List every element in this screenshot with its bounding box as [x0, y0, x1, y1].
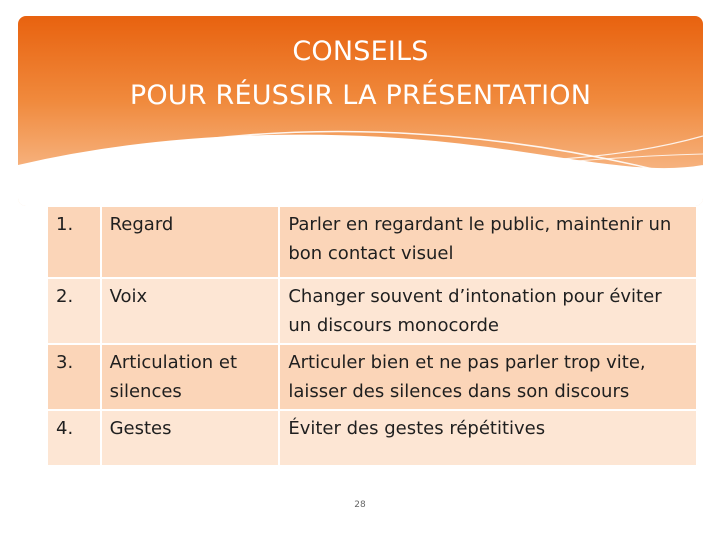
table-row: [48, 207, 696, 279]
tip-topic: Articulation et silences: [102, 345, 281, 411]
tip-number: 2.: [48, 279, 102, 345]
tip-number: 1.: [48, 207, 102, 279]
title-line-1: CONSEILS: [292, 36, 429, 67]
tip-description: Changer souvent d’intonation pour éviter un discours monocorde: [280, 279, 696, 345]
tips-table: [48, 207, 696, 467]
slide-title: [18, 30, 703, 118]
tip-topic: Regard: [102, 207, 281, 279]
table-row: [48, 345, 696, 411]
table-row: [48, 279, 696, 345]
tip-description: Parler en regardant le public, maintenir un bon contact visuel: [280, 207, 696, 279]
tip-number: 3.: [48, 345, 102, 411]
table-row: [48, 411, 696, 467]
page-number: 28: [354, 500, 366, 510]
tip-number: 4.: [48, 411, 102, 467]
tip-description: Articuler bien et ne pas parler trop vite, laisser des silences dans son discours: [280, 345, 696, 411]
tip-topic: Gestes: [102, 411, 281, 467]
tip-description: Éviter des gestes répétitives: [280, 411, 696, 467]
tip-topic: Voix: [102, 279, 281, 345]
title-line-2: POUR RÉUSSIR LA PRÉSENTATION: [129, 80, 592, 111]
